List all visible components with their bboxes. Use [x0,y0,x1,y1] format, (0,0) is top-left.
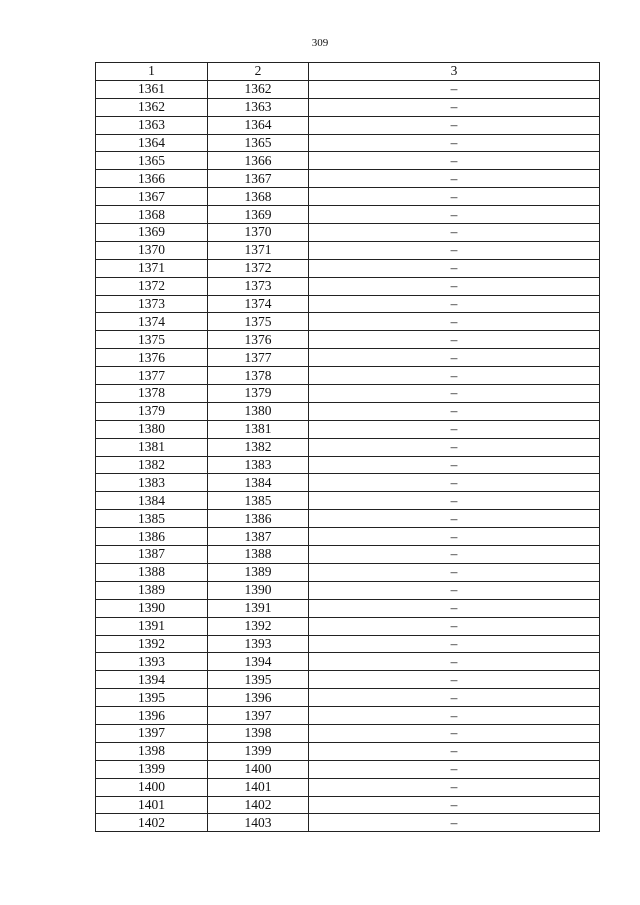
table-cell-col-1: 1384 [96,492,208,510]
table-cell-col-2: 1363 [208,98,309,116]
table-body [96,80,600,831]
table-row [96,581,600,599]
table-cell-col-3: – [309,116,600,134]
column-header-3: 3 [309,63,600,81]
table-cell-col-3: – [309,778,600,796]
table-cell-col-1: 1363 [96,116,208,134]
table-row [96,599,600,617]
table-cell-col-1: 1387 [96,546,208,564]
table-cell-col-1: 1401 [96,796,208,814]
table-cell-col-3: – [309,349,600,367]
table-cell-col-1: 1364 [96,134,208,152]
table-cell-col-3: – [309,760,600,778]
table-row [96,385,600,403]
table-cell-col-3: – [309,224,600,242]
table-row [96,671,600,689]
table-row [96,241,600,259]
table-cell-col-2: 1366 [208,152,309,170]
table-row [96,206,600,224]
table-cell-col-1: 1388 [96,563,208,581]
table-cell-col-2: 1391 [208,599,309,617]
table-cell-col-3: – [309,241,600,259]
table-cell-col-1: 1394 [96,671,208,689]
table-cell-col-3: – [309,510,600,528]
table-cell-col-3: – [309,295,600,313]
table-cell-col-3: – [309,313,600,331]
header-row [96,63,600,81]
table-cell-col-3: – [309,98,600,116]
table-cell-col-1: 1366 [96,170,208,188]
table-cell-col-3: – [309,599,600,617]
table-cell-col-3: – [309,474,600,492]
table-cell-col-1: 1397 [96,724,208,742]
table-cell-col-1: 1390 [96,599,208,617]
table-cell-col-1: 1362 [96,98,208,116]
table-row [96,724,600,742]
table-cell-col-1: 1383 [96,474,208,492]
table-cell-col-2: 1389 [208,563,309,581]
table-cell-col-1: 1389 [96,581,208,599]
table-row [96,653,600,671]
table-cell-col-1: 1371 [96,259,208,277]
table-cell-col-3: – [309,617,600,635]
table-cell-col-2: 1402 [208,796,309,814]
table-cell-col-2: 1400 [208,760,309,778]
table-cell-col-3: – [309,259,600,277]
table-cell-col-2: 1365 [208,134,309,152]
table-cell-col-2: 1377 [208,349,309,367]
table-row [96,259,600,277]
table-cell-col-3: – [309,796,600,814]
table-cell-col-1: 1374 [96,313,208,331]
table-row [96,98,600,116]
table-cell-col-2: 1399 [208,742,309,760]
table-cell-col-1: 1377 [96,367,208,385]
table-cell-col-3: – [309,492,600,510]
table-cell-col-2: 1397 [208,707,309,725]
table-row [96,80,600,98]
table-cell-col-1: 1361 [96,80,208,98]
table-cell-col-3: – [309,80,600,98]
table-cell-col-3: – [309,331,600,349]
table-row [96,563,600,581]
table-cell-col-2: 1383 [208,456,309,474]
data-table [95,62,600,832]
table-cell-col-2: 1396 [208,689,309,707]
table-cell-col-3: – [309,546,600,564]
table-cell-col-1: 1381 [96,438,208,456]
table-cell-col-2: 1378 [208,367,309,385]
table-cell-col-2: 1362 [208,80,309,98]
page-number: 309 [311,37,329,49]
table-cell-col-1: 1378 [96,385,208,403]
table-cell-col-3: – [309,724,600,742]
table-cell-col-1: 1399 [96,760,208,778]
table-cell-col-3: – [309,528,600,546]
table-row [96,438,600,456]
table-cell-col-1: 1379 [96,402,208,420]
table-row [96,707,600,725]
table-cell-col-2: 1403 [208,814,309,832]
table-row [96,510,600,528]
table-cell-col-1: 1382 [96,456,208,474]
table-cell-col-1: 1367 [96,188,208,206]
table-cell-col-1: 1402 [96,814,208,832]
table-row [96,796,600,814]
table-cell-col-3: – [309,134,600,152]
table-cell-col-1: 1375 [96,331,208,349]
table-cell-col-3: – [309,814,600,832]
table-cell-col-1: 1393 [96,653,208,671]
table-cell-col-3: – [309,581,600,599]
table-cell-col-2: 1388 [208,546,309,564]
table-row [96,152,600,170]
table-cell-col-2: 1373 [208,277,309,295]
table-cell-col-3: – [309,277,600,295]
table-cell-col-2: 1375 [208,313,309,331]
table-cell-col-3: – [309,456,600,474]
table-cell-col-3: – [309,206,600,224]
table-row [96,277,600,295]
table-cell-col-1: 1395 [96,689,208,707]
column-header-2: 2 [208,63,309,81]
table-row [96,295,600,313]
table-cell-col-2: 1372 [208,259,309,277]
table-row [96,617,600,635]
table-cell-col-1: 1372 [96,277,208,295]
table-cell-col-1: 1385 [96,510,208,528]
table-cell-col-2: 1390 [208,581,309,599]
table-cell-col-2: 1369 [208,206,309,224]
table-cell-col-2: 1367 [208,170,309,188]
table-cell-col-1: 1392 [96,635,208,653]
column-header-1: 1 [96,63,208,81]
table-cell-col-3: – [309,170,600,188]
table-cell-col-2: 1368 [208,188,309,206]
table-row [96,778,600,796]
table-row [96,116,600,134]
table-row [96,742,600,760]
table-row [96,367,600,385]
table-cell-col-2: 1380 [208,402,309,420]
table-cell-col-1: 1380 [96,420,208,438]
table-cell-col-2: 1381 [208,420,309,438]
table-row [96,474,600,492]
table-cell-col-3: – [309,385,600,403]
table-cell-col-3: – [309,689,600,707]
table-cell-col-3: – [309,420,600,438]
table-cell-col-3: – [309,402,600,420]
table-cell-col-2: 1393 [208,635,309,653]
table-row [96,134,600,152]
table-row [96,528,600,546]
table-cell-col-2: 1385 [208,492,309,510]
table-cell-col-3: – [309,635,600,653]
table-cell-col-2: 1394 [208,653,309,671]
table-row [96,224,600,242]
table-cell-col-3: – [309,188,600,206]
table-cell-col-2: 1401 [208,778,309,796]
table-cell-col-1: 1376 [96,349,208,367]
table-cell-col-2: 1382 [208,438,309,456]
table-cell-col-1: 1400 [96,778,208,796]
table-cell-col-1: 1368 [96,206,208,224]
table-cell-col-2: 1384 [208,474,309,492]
table-cell-col-2: 1376 [208,331,309,349]
table-row [96,313,600,331]
table-cell-col-3: – [309,671,600,689]
table-cell-col-2: 1387 [208,528,309,546]
table-cell-col-3: – [309,438,600,456]
table-row [96,420,600,438]
table-row [96,349,600,367]
table-cell-col-1: 1365 [96,152,208,170]
table-row [96,635,600,653]
table-row [96,402,600,420]
table-cell-col-2: 1379 [208,385,309,403]
table-cell-col-2: 1371 [208,241,309,259]
table-cell-col-2: 1398 [208,724,309,742]
table-cell-col-2: 1364 [208,116,309,134]
table-cell-col-2: 1395 [208,671,309,689]
table-cell-col-3: – [309,653,600,671]
table-row [96,760,600,778]
table-cell-col-3: – [309,367,600,385]
table-cell-col-1: 1373 [96,295,208,313]
table-cell-col-1: 1369 [96,224,208,242]
table-row [96,492,600,510]
table-row [96,331,600,349]
table-row [96,170,600,188]
table-cell-col-2: 1386 [208,510,309,528]
table-cell-col-1: 1398 [96,742,208,760]
table-cell-col-1: 1370 [96,241,208,259]
table-cell-col-2: 1374 [208,295,309,313]
table-row [96,456,600,474]
table-cell-col-2: 1370 [208,224,309,242]
table-cell-col-1: 1391 [96,617,208,635]
table-cell-col-3: – [309,707,600,725]
table-cell-col-1: 1386 [96,528,208,546]
table-cell-col-2: 1392 [208,617,309,635]
table-cell-col-1: 1396 [96,707,208,725]
table-row [96,814,600,832]
table-header [96,63,600,81]
table-cell-col-3: – [309,563,600,581]
table-cell-col-3: – [309,742,600,760]
table-row [96,188,600,206]
table-row [96,546,600,564]
table-row [96,689,600,707]
table-cell-col-3: – [309,152,600,170]
